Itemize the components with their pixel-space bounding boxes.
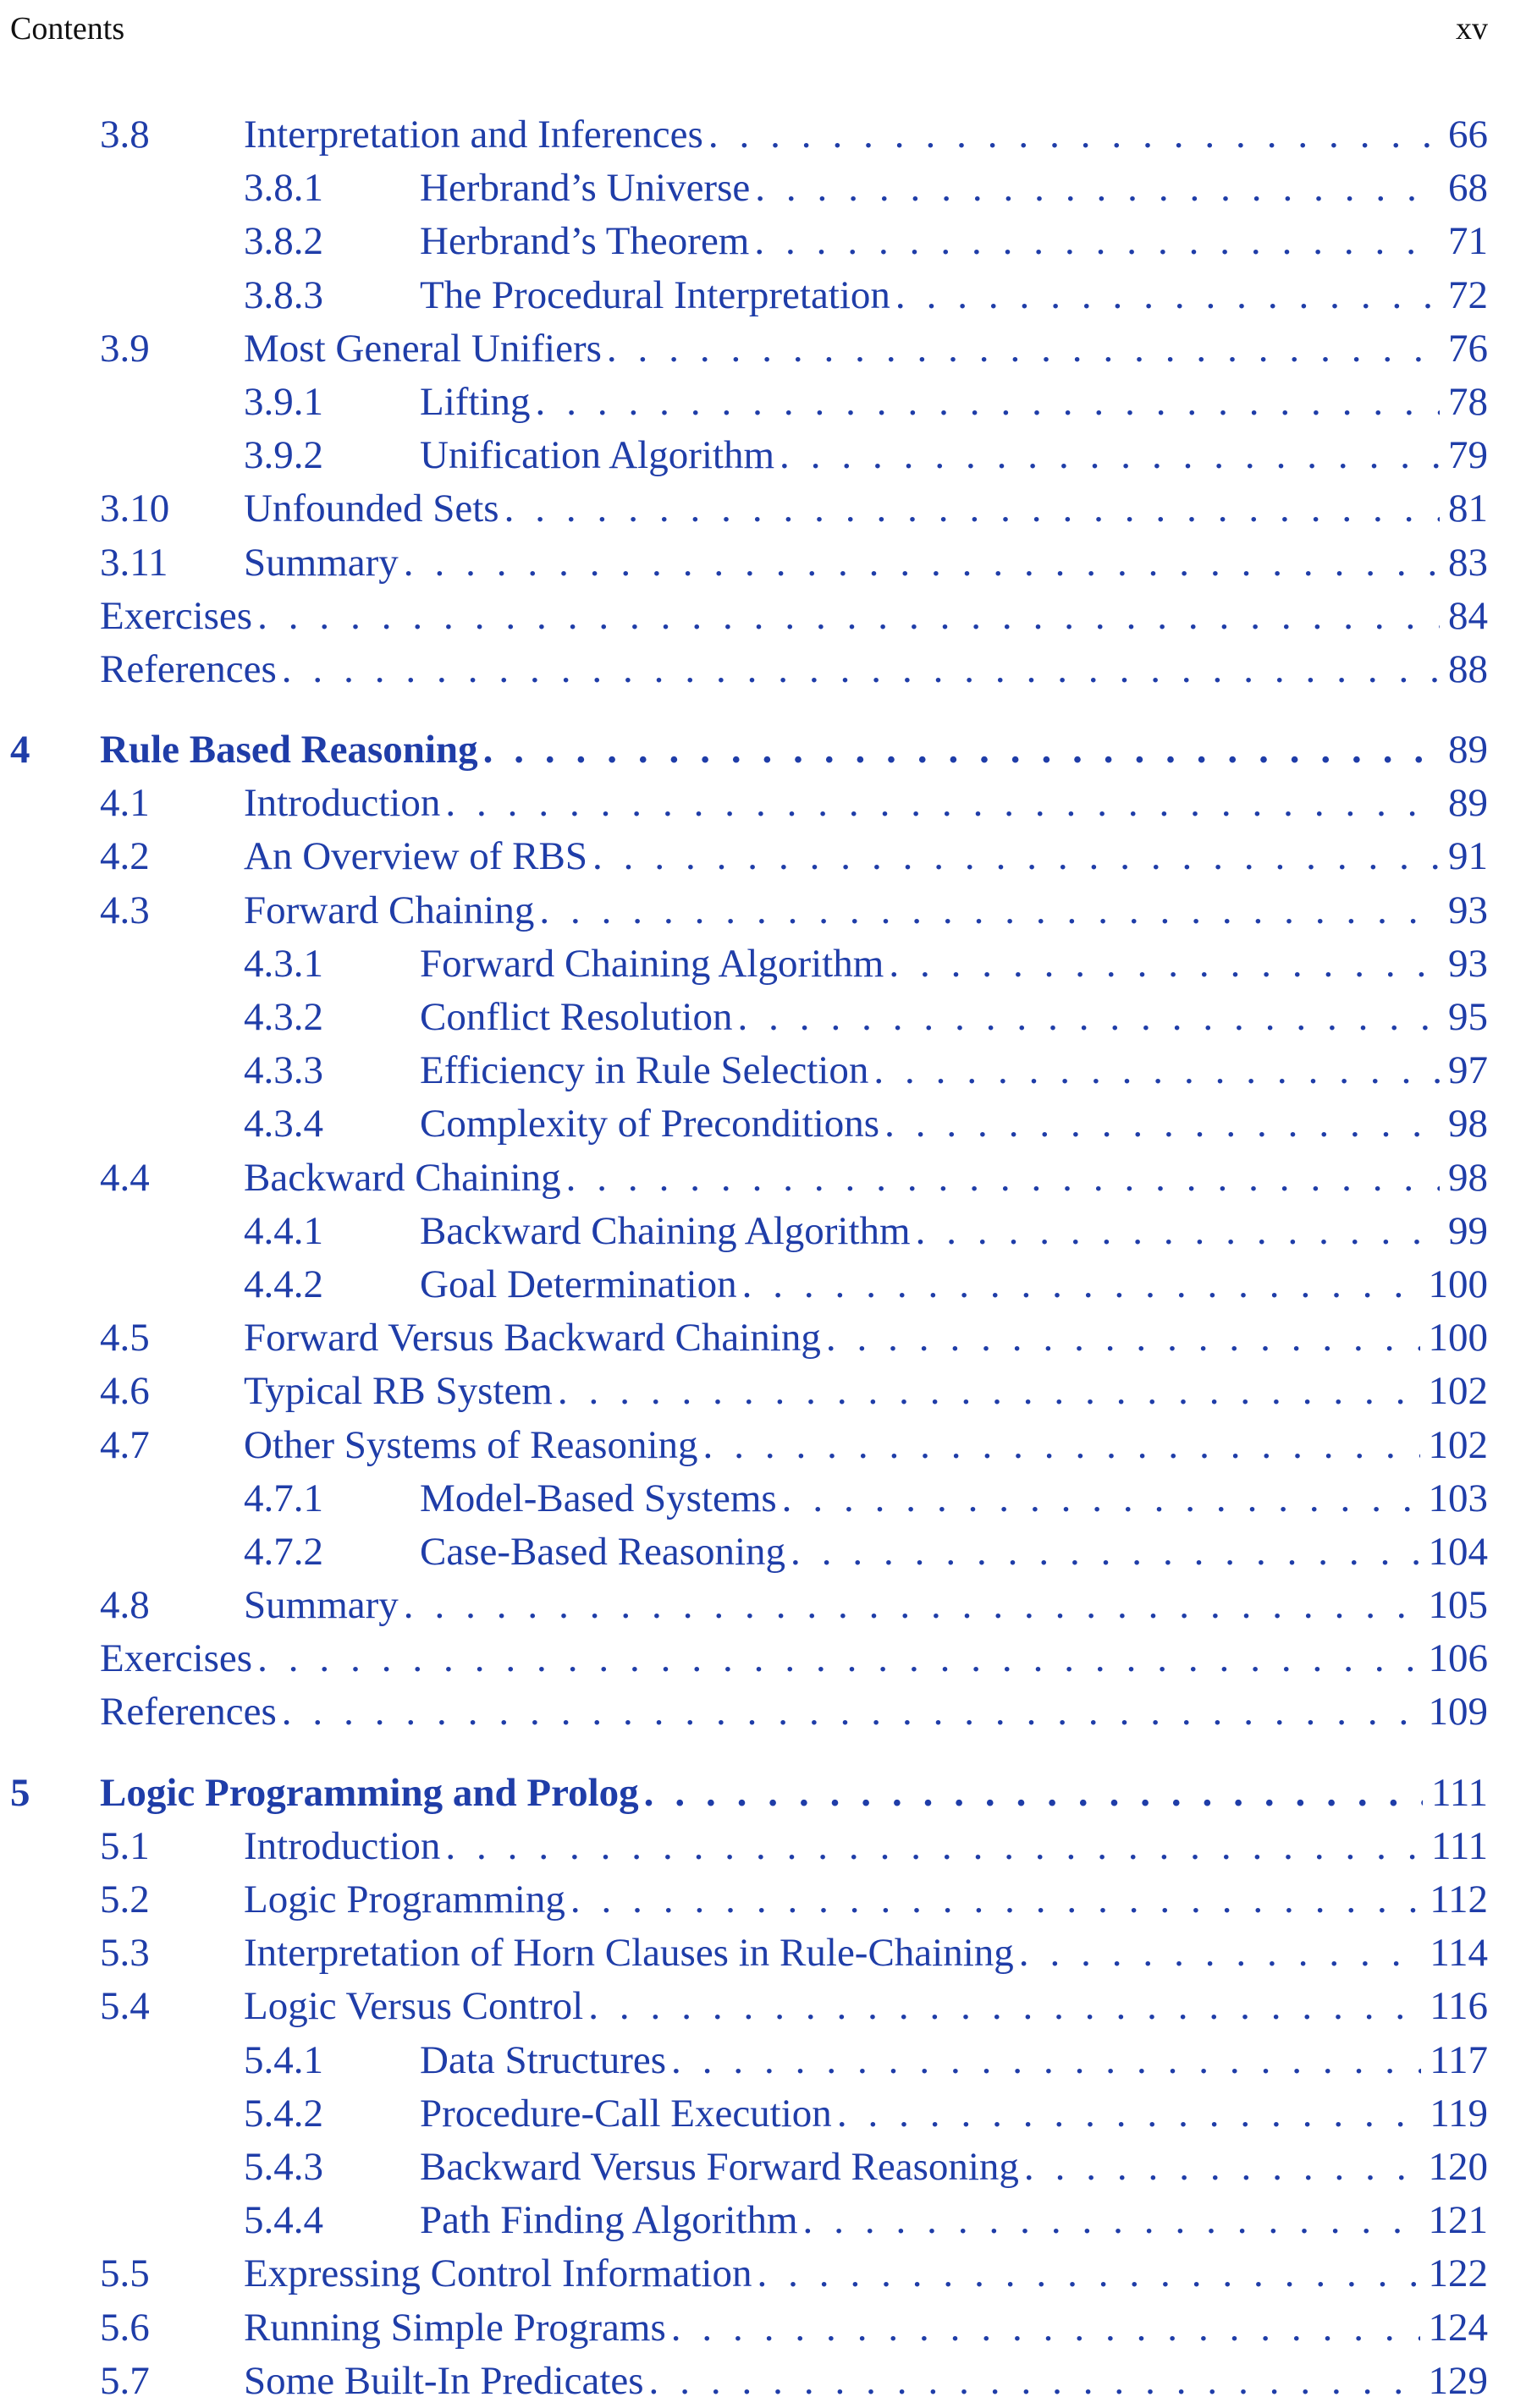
toc-entry-page[interactable]: 88 — [1448, 646, 1488, 691]
toc-entry-number: 5.3 — [100, 1931, 150, 1976]
toc-entry-title[interactable]: Interpretation of Horn Clauses in Rule-Chaining — [244, 1931, 1014, 1976]
dot-leader — [916, 1205, 1440, 1258]
dot-leader — [536, 376, 1440, 429]
toc-entry-title-line[interactable] — [100, 723, 1488, 777]
toc-entry-number: 4 — [10, 728, 30, 772]
toc-entry[interactable] — [0, 991, 1515, 1044]
page-header — [10, 10, 1488, 52]
toc-entry-title-line[interactable] — [244, 777, 1488, 830]
dot-leader — [644, 1767, 1423, 1820]
toc-entry-title[interactable]: Exercises — [100, 1636, 253, 1681]
toc-entry[interactable] — [0, 2034, 1515, 2087]
toc-entry-page[interactable]: 102 — [1428, 1422, 1488, 1467]
toc-entry-title-line[interactable] — [244, 2301, 1488, 2355]
toc-entry-title[interactable]: Efficiency in Rule Selection — [420, 1048, 869, 1093]
dot-leader — [404, 1579, 1420, 1632]
page-number: xv — [1456, 11, 1488, 47]
toc-entry-page[interactable]: 83 — [1448, 540, 1488, 585]
toc-entry-title-line[interactable] — [244, 2355, 1488, 2408]
toc-entry-number: 5.1 — [100, 1823, 150, 1868]
toc-entry-number: 5.4 — [100, 1984, 150, 2029]
toc-entry-title[interactable]: Forward Versus Backward Chaining — [244, 1316, 821, 1361]
toc-entry-page[interactable]: 109 — [1428, 1690, 1488, 1735]
toc-entry-number: 3.9.1 — [244, 379, 323, 424]
toc-entry-title-line[interactable] — [244, 1419, 1488, 1472]
dot-leader — [791, 1526, 1419, 1579]
toc-entry-title-line[interactable] — [420, 429, 1488, 482]
toc-entry-title[interactable]: Forward Chaining — [244, 888, 535, 932]
dot-leader — [257, 590, 1440, 643]
dot-leader — [592, 830, 1440, 883]
toc-entry-title[interactable]: Data Structures — [420, 2037, 667, 2082]
toc-entry-number: 5.4.1 — [244, 2037, 323, 2082]
toc-entry-number: 4.3.1 — [244, 941, 323, 986]
toc-entry-title-line[interactable] — [100, 590, 1488, 643]
toc-entry-title[interactable]: Logic Programming — [244, 1877, 565, 1921]
toc-entry[interactable] — [0, 322, 1515, 376]
toc-entry-number: 5.4.2 — [244, 2091, 323, 2136]
toc-entry-title[interactable]: Running Simple Programs — [244, 2305, 666, 2350]
toc-entry-title-line[interactable] — [420, 215, 1488, 268]
dot-leader — [607, 322, 1440, 376]
toc-entry[interactable] — [0, 429, 1515, 482]
toc-entry[interactable] — [0, 376, 1515, 429]
toc-entry-title-line[interactable] — [244, 322, 1488, 376]
toc-entry-number: 4.7.2 — [244, 1529, 323, 1574]
dot-leader — [889, 937, 1440, 991]
dot-leader — [404, 536, 1440, 590]
toc-entry-page[interactable]: 89 — [1448, 781, 1488, 826]
toc-entry-title-line[interactable] — [420, 2194, 1488, 2247]
toc-entry-page[interactable]: 81 — [1448, 487, 1488, 531]
toc-entry-number: 5.7 — [100, 2358, 150, 2403]
toc-entry[interactable] — [0, 2141, 1515, 2194]
toc-entry[interactable] — [0, 536, 1515, 590]
toc-entry-title-line[interactable] — [420, 991, 1488, 1044]
toc-entry[interactable] — [0, 1579, 1515, 1632]
toc-entry-page[interactable]: 121 — [1428, 2198, 1488, 2243]
toc-entry-page[interactable]: 66 — [1448, 113, 1488, 157]
toc-entry-title[interactable]: Path Finding Algorithm — [420, 2198, 798, 2243]
toc-entry-title[interactable]: Exercises — [100, 593, 253, 638]
dot-leader — [742, 1258, 1420, 1311]
toc-entry-page[interactable]: 111 — [1430, 1823, 1488, 1868]
toc-entry[interactable] — [0, 643, 1515, 696]
toc-entry[interactable] — [0, 1205, 1515, 1258]
toc-entry-number: 4.3.2 — [244, 995, 323, 1039]
toc-entry-number: 5.2 — [100, 1877, 150, 1921]
toc-entry-title[interactable]: Summary — [244, 540, 399, 585]
toc-entry-title-line[interactable] — [420, 162, 1488, 215]
toc-entry-title-line[interactable] — [244, 1311, 1488, 1365]
toc-entry-title-line[interactable] — [244, 1873, 1488, 1927]
dot-leader — [708, 108, 1440, 162]
dot-leader — [737, 991, 1440, 1044]
toc-entry-title-line[interactable] — [244, 1579, 1488, 1632]
toc-entry-number: 3.9.2 — [244, 433, 323, 478]
dot-leader — [539, 884, 1440, 937]
toc-entry-number: 3.9 — [100, 326, 150, 371]
toc-entry[interactable] — [0, 884, 1515, 937]
toc-entry[interactable] — [0, 1152, 1515, 1205]
toc-entry-number: 3.11 — [100, 540, 168, 585]
dot-leader — [282, 1685, 1420, 1739]
toc-chapter-entry[interactable] — [0, 723, 1515, 777]
toc-entry-title-line[interactable] — [244, 536, 1488, 590]
toc-entry-title-line[interactable] — [244, 482, 1488, 536]
toc-entry[interactable] — [0, 1632, 1515, 1685]
toc-entry-title-line[interactable] — [100, 1632, 1488, 1685]
toc-entry-page[interactable]: 98 — [1448, 1102, 1488, 1146]
toc-entry-title-line[interactable] — [420, 1258, 1488, 1311]
dot-leader — [755, 162, 1440, 215]
toc-entry-title[interactable]: Rule Based Reasoning — [100, 728, 478, 772]
toc-entry-number: 4.2 — [100, 834, 150, 879]
toc-entry-page[interactable]: 98 — [1448, 1155, 1488, 1200]
toc-entry-title[interactable]: Summary — [244, 1583, 399, 1628]
toc-entry-title[interactable]: The Procedural Interpretation — [420, 272, 890, 317]
dot-leader — [1024, 2141, 1420, 2194]
toc-entry-title-line[interactable] — [420, 2034, 1488, 2087]
toc-entry-number: 3.8 — [100, 113, 150, 157]
toc-entry[interactable] — [0, 1097, 1515, 1151]
toc-entry-title[interactable]: Logic Versus Control — [244, 1984, 584, 2029]
dot-leader — [703, 1419, 1420, 1472]
toc-entry-number: 4.4 — [100, 1155, 150, 1200]
toc-entry-number: 5.4.4 — [244, 2198, 323, 2243]
dot-leader — [782, 1472, 1420, 1526]
toc-entry[interactable] — [0, 777, 1515, 830]
toc-entry-page[interactable]: 122 — [1428, 2251, 1488, 2296]
toc-entry-page[interactable]: 100 — [1428, 1316, 1488, 1361]
toc-entry-page[interactable]: 95 — [1448, 995, 1488, 1039]
toc-entry-page[interactable]: 72 — [1448, 272, 1488, 317]
toc-entry[interactable] — [0, 1526, 1515, 1579]
toc-entry-title[interactable]: Unification Algorithm — [420, 433, 775, 478]
toc-entry-page[interactable]: 103 — [1428, 1476, 1488, 1520]
toc-entry[interactable] — [0, 1365, 1515, 1418]
dot-leader — [483, 723, 1440, 777]
dot-leader — [649, 2355, 1420, 2408]
toc-entry-title-line[interactable] — [420, 1526, 1488, 1579]
toc-entry-title[interactable]: Herbrand’s Theorem — [420, 219, 750, 264]
toc-entry-title-line[interactable] — [420, 1044, 1488, 1097]
toc-entry-title-line[interactable] — [420, 2141, 1488, 2194]
dot-leader — [895, 269, 1440, 322]
toc-entry-title[interactable]: Typical RB System — [244, 1369, 553, 1414]
toc-entry-page[interactable]: 99 — [1448, 1208, 1488, 1253]
toc-entry-title[interactable]: Some Built-In Predicates — [244, 2358, 644, 2403]
toc-entry-title[interactable]: An Overview of RBS — [244, 834, 587, 879]
toc-entry[interactable] — [0, 1685, 1515, 1739]
toc-entry-page[interactable]: 79 — [1448, 433, 1488, 478]
toc-entry-page[interactable]: 116 — [1430, 1984, 1488, 2029]
toc-entry-title-line[interactable] — [244, 1820, 1488, 1873]
toc-entry-page[interactable]: 68 — [1448, 166, 1488, 211]
toc-entry-number: 3.8.2 — [244, 219, 323, 264]
toc-entry-title[interactable]: Model-Based Systems — [420, 1476, 777, 1520]
dot-leader — [837, 2087, 1421, 2141]
toc-entry-number: 3.8.3 — [244, 272, 323, 317]
toc-entry-title-line[interactable] — [100, 1685, 1488, 1739]
toc-entry-title-line[interactable] — [420, 1472, 1488, 1526]
toc-entry-title[interactable]: Introduction — [244, 781, 441, 826]
toc-entry-title-line[interactable] — [420, 1097, 1488, 1151]
toc-entry[interactable] — [0, 1044, 1515, 1097]
toc-entry-page[interactable]: 71 — [1448, 219, 1488, 264]
toc-entry-number: 4.1 — [100, 781, 150, 826]
dot-leader — [873, 1044, 1440, 1097]
toc-entry[interactable] — [0, 1311, 1515, 1365]
toc-entry[interactable] — [0, 1873, 1515, 1927]
toc-entry-page[interactable]: 119 — [1430, 2091, 1488, 2136]
toc-entry-title-line[interactable] — [244, 830, 1488, 883]
toc-entry-number: 5.4.3 — [244, 2144, 323, 2189]
toc-entry-title-line[interactable] — [100, 643, 1488, 696]
toc-entry-page[interactable]: 104 — [1428, 1529, 1488, 1574]
toc-entry-title[interactable]: References — [100, 646, 277, 691]
toc-entry-page[interactable]: 100 — [1428, 1262, 1488, 1306]
toc-entry-title[interactable]: Logic Programming and Prolog — [100, 1770, 639, 1815]
toc-entry[interactable] — [0, 1419, 1515, 1472]
toc-entry-page[interactable]: 89 — [1448, 728, 1488, 772]
toc-entry[interactable] — [0, 590, 1515, 643]
dot-leader — [1019, 1927, 1421, 1980]
toc-entry[interactable] — [0, 1472, 1515, 1526]
toc-entry-title-line[interactable] — [100, 1767, 1488, 1820]
toc-entry-page[interactable]: 91 — [1448, 834, 1488, 879]
toc-entry-title[interactable]: Herbrand’s Universe — [420, 166, 751, 211]
toc-entry-title-line[interactable] — [244, 2247, 1488, 2301]
toc-entry[interactable] — [0, 937, 1515, 991]
dot-leader — [826, 1311, 1420, 1365]
toc-entry-page[interactable]: 129 — [1428, 2358, 1488, 2403]
dot-leader — [884, 1097, 1440, 1151]
toc-entry-page[interactable]: 76 — [1448, 326, 1488, 371]
toc-entry-title-line[interactable] — [244, 108, 1488, 162]
toc-entry-number: 4.3 — [100, 888, 150, 932]
toc-entry[interactable] — [0, 2247, 1515, 2301]
running-head: Contents — [10, 11, 125, 47]
toc-entry-page[interactable]: 93 — [1448, 941, 1488, 986]
toc-entry-page[interactable]: 112 — [1430, 1877, 1488, 1921]
dot-leader — [671, 2034, 1421, 2087]
dot-leader — [566, 1152, 1440, 1205]
dot-leader — [757, 2247, 1419, 2301]
dot-leader — [445, 1820, 1423, 1873]
toc-entry-page[interactable]: 102 — [1428, 1369, 1488, 1414]
toc-entry-page[interactable]: 106 — [1428, 1636, 1488, 1681]
toc-entry-title-line[interactable] — [420, 269, 1488, 322]
dot-leader — [257, 1632, 1419, 1685]
toc-entry-title[interactable]: Complexity of Preconditions — [420, 1102, 880, 1146]
toc-chapter-entry[interactable] — [0, 1767, 1515, 1820]
toc-entry-number: 4.4.2 — [244, 1262, 323, 1306]
toc-entry-number: 4.3.4 — [244, 1102, 323, 1146]
dot-leader — [780, 429, 1440, 482]
toc-entry[interactable] — [0, 1820, 1515, 1873]
toc-entry[interactable] — [0, 108, 1515, 162]
toc-entry-title[interactable]: Case-Based Reasoning — [420, 1529, 786, 1574]
toc-entry-page[interactable]: 114 — [1430, 1931, 1488, 1976]
toc-entry-number: 4.6 — [100, 1369, 150, 1414]
toc-entry-title[interactable]: Backward Versus Forward Reasoning — [420, 2144, 1019, 2189]
dot-leader — [504, 482, 1440, 536]
toc-entry-page[interactable]: 124 — [1428, 2305, 1488, 2350]
toc-entry[interactable] — [0, 215, 1515, 268]
toc-entry-title-line[interactable] — [420, 937, 1488, 991]
toc-entry-title-line[interactable] — [420, 1205, 1488, 1258]
toc-entry-title-line[interactable] — [420, 376, 1488, 429]
dot-leader — [558, 1365, 1420, 1418]
dot-leader — [445, 777, 1440, 830]
toc-entry-title[interactable]: Interpretation and Inferences — [244, 113, 703, 157]
toc-entry[interactable] — [0, 1258, 1515, 1311]
toc-entry-title[interactable]: Lifting — [420, 379, 531, 424]
toc-entry-number: 5.6 — [100, 2305, 150, 2350]
toc-entry-number: 5 — [10, 1770, 30, 1815]
toc-entry-number: 4.3.3 — [244, 1048, 323, 1093]
toc-entry-page[interactable]: 120 — [1428, 2144, 1488, 2189]
dot-leader — [282, 643, 1440, 696]
toc-entry-page[interactable]: 93 — [1448, 888, 1488, 932]
toc-entry-number: 5.5 — [100, 2251, 150, 2296]
toc-entry-number: 3.8.1 — [244, 166, 323, 211]
toc-entry-page[interactable]: 84 — [1448, 593, 1488, 638]
toc-entry[interactable] — [0, 2301, 1515, 2355]
toc-entry-title[interactable]: Procedure-Call Execution — [420, 2091, 832, 2136]
toc-entry-number: 4.4.1 — [244, 1208, 323, 1253]
toc-entry-title[interactable]: Backward Chaining — [244, 1155, 561, 1200]
toc-entry[interactable] — [0, 269, 1515, 322]
toc-entry-page[interactable]: 105 — [1428, 1583, 1488, 1628]
toc-entry-title[interactable]: Introduction — [244, 1823, 441, 1868]
toc-entry-page[interactable]: 117 — [1430, 2037, 1488, 2082]
toc-entry-title-line[interactable] — [244, 884, 1488, 937]
dot-leader — [570, 1873, 1421, 1927]
toc-entry[interactable] — [0, 162, 1515, 215]
toc-entry[interactable] — [0, 482, 1515, 536]
toc-entry-title[interactable]: Most General Unifiers — [244, 326, 602, 371]
toc-entry-page[interactable]: 97 — [1448, 1048, 1488, 1093]
toc-entry[interactable] — [0, 1927, 1515, 1980]
toc-entry-title[interactable]: Expressing Control Information — [244, 2251, 752, 2296]
toc-entry[interactable] — [0, 830, 1515, 883]
toc-entry-number: 3.10 — [100, 487, 170, 531]
toc-entry-page[interactable]: 111 — [1430, 1770, 1488, 1815]
toc-entry-number: 4.7.1 — [244, 1476, 323, 1520]
toc-entry-title-line[interactable] — [244, 1152, 1488, 1205]
toc-entry-title-line[interactable] — [420, 2087, 1488, 2141]
toc-entry-number: 4.8 — [100, 1583, 150, 1628]
toc-entry-number: 4.7 — [100, 1422, 150, 1467]
toc-entry-title-line[interactable] — [244, 1927, 1488, 1980]
toc-entry[interactable] — [0, 2355, 1515, 2408]
table-of-contents — [0, 108, 1515, 2408]
toc-entry-title[interactable]: Forward Chaining Algorithm — [420, 941, 884, 986]
toc-entry[interactable] — [0, 2194, 1515, 2247]
toc-entry-title-line[interactable] — [244, 1980, 1488, 2033]
toc-entry-title[interactable]: Unfounded Sets — [244, 487, 499, 531]
dot-leader — [588, 1980, 1421, 2033]
toc-entry-page[interactable]: 78 — [1448, 379, 1488, 424]
dot-leader — [754, 215, 1440, 268]
toc-entry-title[interactable]: Other Systems of Reasoning — [244, 1422, 698, 1467]
toc-entry[interactable] — [0, 1980, 1515, 2033]
toc-entry-title[interactable]: Conflict Resolution — [420, 995, 733, 1039]
toc-entry[interactable] — [0, 2087, 1515, 2141]
toc-entry-title[interactable]: References — [100, 1690, 277, 1735]
toc-entry-title[interactable]: Backward Chaining Algorithm — [420, 1208, 911, 1253]
toc-entry-title[interactable]: Goal Determination — [420, 1262, 737, 1306]
dot-leader — [803, 2194, 1420, 2247]
toc-entry-title-line[interactable] — [244, 1365, 1488, 1418]
dot-leader — [671, 2301, 1420, 2355]
toc-entry-number: 4.5 — [100, 1316, 150, 1361]
